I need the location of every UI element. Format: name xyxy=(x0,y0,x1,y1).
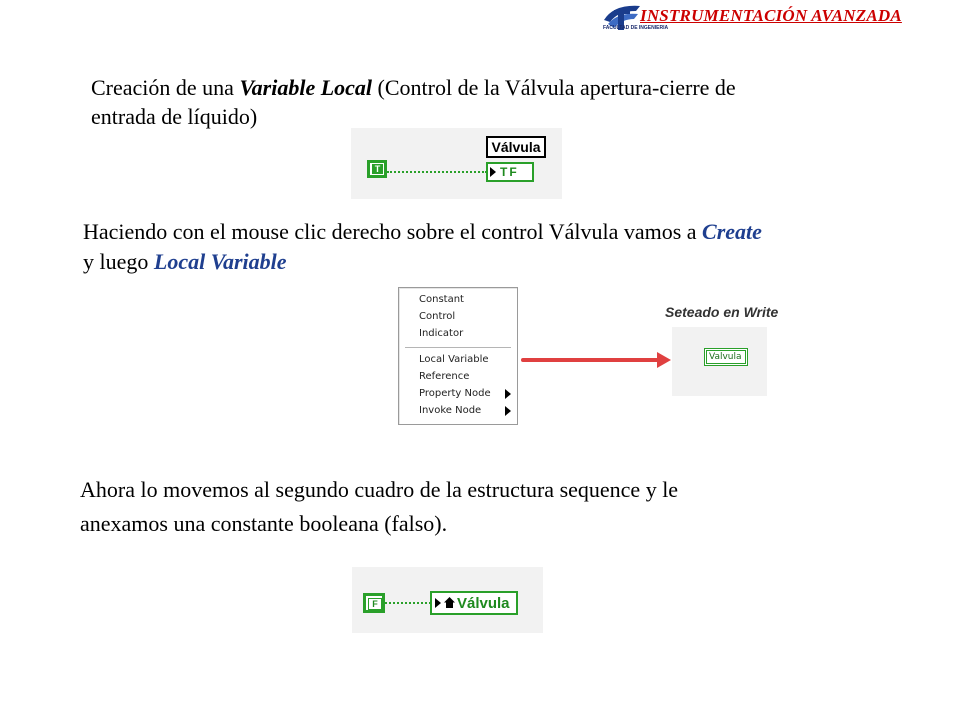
terminal-arrow-icon xyxy=(490,167,496,177)
local-variable-label: Válvula xyxy=(457,595,510,612)
wire xyxy=(387,171,487,173)
boolean-constant-false[interactable] xyxy=(363,593,385,613)
local-variable-label: Valvula xyxy=(706,350,746,364)
valvula-control-terminal[interactable] xyxy=(486,162,534,182)
house-icon xyxy=(443,596,456,609)
local-variable-node[interactable] xyxy=(704,348,748,366)
valvula-local-variable[interactable] xyxy=(430,591,518,615)
menu-item-local-variable[interactable]: Local Variable xyxy=(419,354,489,365)
figure-2-caption: Seteado en Write xyxy=(665,304,779,320)
figure-2-local-variable xyxy=(672,327,767,396)
paragraph-3-line-1: Ahora lo movemos al segundo cuadro de la estructura sequence y le xyxy=(80,477,679,502)
paragraph-2-line-1 xyxy=(83,218,762,246)
menu-item-control[interactable]: Control xyxy=(419,311,456,322)
paragraph-3-line-2: anexamos una constante booleana (falso). xyxy=(80,511,448,536)
paragraph-1-emphasis: Variable Local xyxy=(239,75,373,100)
terminal-type-label: TF xyxy=(500,165,519,179)
menu-item-indicator[interactable]: Indicator xyxy=(419,328,464,339)
figure-1-block-diagram xyxy=(351,128,562,199)
paragraph-1-text-after: (Control de la Válvula apertura-cierre de xyxy=(372,75,736,100)
paragraph-2-emphasis-create: Create xyxy=(702,219,762,244)
figure-3-block-diagram xyxy=(352,567,543,633)
wire xyxy=(385,602,431,604)
paragraph-2-line-2 xyxy=(83,248,287,276)
submenu-arrow-icon xyxy=(505,389,511,399)
header-title: INSTRUMENTACIÓN AVANZADA xyxy=(640,6,902,25)
logo-caption: FACULTAD DE INGENIERIA xyxy=(603,25,669,31)
menu-separator xyxy=(405,347,511,348)
menu-item-invoke-node[interactable]: Invoke Node xyxy=(419,405,482,416)
paragraph-1-line-2: entrada de líquido) xyxy=(91,104,258,129)
constant-label: F xyxy=(368,598,382,610)
submenu-arrow-icon xyxy=(505,406,511,416)
terminal-arrow-icon xyxy=(435,598,441,608)
paragraph-2-text: Haciendo con el mouse clic derecho sobre el control Válvula vamos a xyxy=(83,219,703,244)
control-label-box: Válvula xyxy=(486,136,546,158)
menu-item-property-node[interactable]: Property Node xyxy=(419,388,491,399)
arrow-icon-shaft xyxy=(521,358,661,362)
menu-item-constant[interactable]: Constant xyxy=(419,294,464,305)
paragraph-1-text: Creación de una xyxy=(91,75,240,100)
paragraph-1-line-1 xyxy=(91,74,736,102)
boolean-constant-true[interactable] xyxy=(367,160,387,178)
paragraph-2-text-2: y luego xyxy=(83,249,154,274)
constant-label: T xyxy=(372,164,383,174)
context-menu xyxy=(398,287,518,425)
paragraph-2-emphasis-local-variable: Local Variable xyxy=(153,249,287,274)
arrow-icon-head xyxy=(657,352,671,368)
menu-item-reference[interactable]: Reference xyxy=(419,371,470,382)
